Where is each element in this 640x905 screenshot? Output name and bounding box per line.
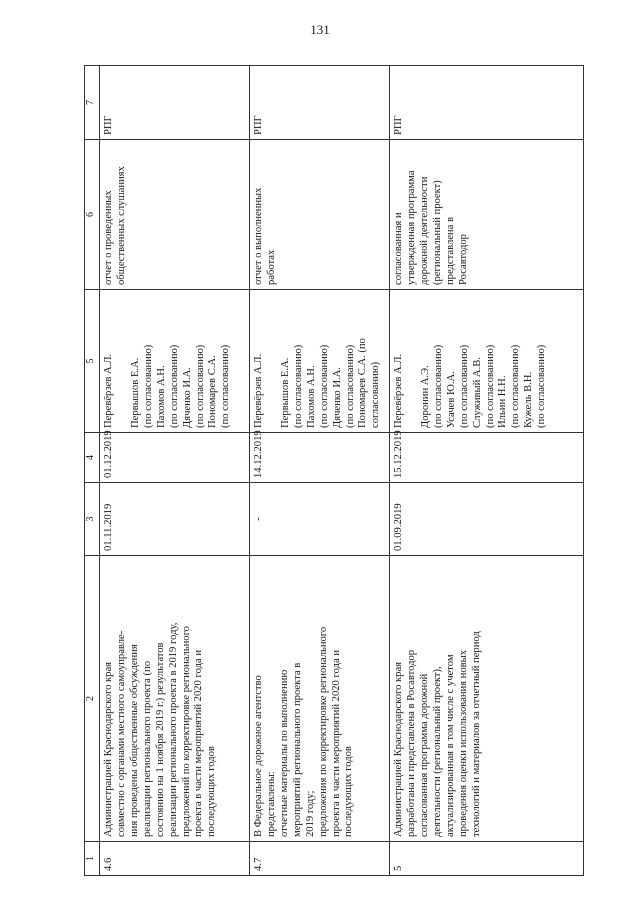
responsible-line: Усачев Ю.А. bbox=[445, 371, 457, 428]
start-date: 01.11.2019 bbox=[100, 483, 250, 556]
responsible-line: (по согласованию) bbox=[194, 344, 206, 428]
plan-table bbox=[84, 65, 584, 876]
description-cell bbox=[100, 556, 250, 842]
description-line: технологий и материалов за отчетный период bbox=[470, 631, 482, 837]
responsible-line: (по согласованию) bbox=[220, 344, 232, 428]
result-cell bbox=[100, 140, 250, 290]
column-number: 7 bbox=[85, 66, 100, 140]
column-number-row bbox=[85, 66, 100, 876]
responsible-line: Служивый А.В. bbox=[471, 357, 483, 428]
result-line: дорожной деятельности bbox=[418, 176, 430, 285]
description-line: реализации регионального проекта (по bbox=[141, 660, 153, 837]
description-line: В Федеральное дорожное агентство bbox=[253, 675, 264, 837]
responsible-line: Дяченко И.А. bbox=[181, 367, 193, 428]
level-cell: РПГ bbox=[100, 66, 250, 140]
end-date: 01.12.2019 bbox=[100, 433, 250, 483]
result-cell bbox=[390, 140, 584, 290]
start-date: 01.09.2019 bbox=[390, 483, 584, 556]
description-line: реализации регионального проекта в 2019 году, bbox=[167, 622, 179, 837]
result-cell bbox=[250, 140, 390, 290]
responsible-line: Ильин Н.Н. bbox=[497, 375, 509, 428]
description-line: проекта в части мероприятий 2020 года и bbox=[330, 650, 342, 837]
end-date: 14.12.2019 bbox=[250, 433, 390, 483]
responsible-line: Пономарев С.А. bbox=[207, 355, 219, 428]
description-line: совместно с органами местного самоуправле- bbox=[115, 630, 127, 837]
row-number: 5 bbox=[390, 842, 584, 876]
result-line: работах bbox=[265, 249, 277, 285]
responsible-line: (по согласованию) bbox=[318, 344, 330, 428]
responsible-line: (по согласованию) bbox=[536, 344, 548, 428]
responsible-line: (по согласованию) bbox=[510, 344, 522, 428]
table-row bbox=[390, 66, 584, 876]
responsible-line: Кужель В.Н. bbox=[523, 371, 535, 428]
description-line: ния проведены общественные обсуждения bbox=[128, 644, 140, 837]
column-number: 1 bbox=[85, 842, 100, 876]
column-number: 3 bbox=[85, 483, 100, 556]
result-line: общественных слушаниях bbox=[115, 166, 127, 285]
responsible-line: (по согласованию) bbox=[432, 344, 444, 428]
row-number: 4.6 bbox=[100, 842, 250, 876]
responsible-line: Пахомов А.Н. bbox=[305, 365, 317, 428]
description-line: отчетные материалы по выполнению bbox=[278, 669, 290, 837]
responsible-line: (по согласованию) bbox=[458, 344, 470, 428]
row-number: 4.7 bbox=[250, 842, 390, 876]
responsible-line: Первышов Е.А. bbox=[129, 357, 141, 428]
description-line: актуализированная в том числе с учетом bbox=[444, 654, 456, 837]
result-line: Росавтодор bbox=[457, 234, 469, 285]
description-line: мероприятий регионального проекта в bbox=[291, 662, 303, 837]
result-line: утвержденная программа bbox=[405, 170, 417, 285]
description-line: последующих годов bbox=[206, 746, 218, 837]
result-line: (региональный проект) bbox=[431, 180, 443, 285]
responsible-line: Пономарев С.А. (по bbox=[357, 338, 369, 428]
column-number: 5 bbox=[85, 290, 100, 433]
start-date: - bbox=[250, 483, 390, 556]
result-line: представлена в bbox=[444, 217, 456, 285]
description-line: разработана и представлена в Росавтодор bbox=[405, 649, 417, 837]
responsible-cell bbox=[100, 290, 250, 433]
responsible-line: (по согласованию) bbox=[484, 344, 496, 428]
description-line: предложения по корректировке регионального bbox=[317, 626, 329, 837]
column-number: 4 bbox=[85, 433, 100, 483]
responsible-line: Дяченко И.А. bbox=[331, 367, 343, 428]
description-line: Администрацией Краснодарского края bbox=[103, 661, 114, 837]
description-line: 2019 году; bbox=[304, 790, 316, 837]
responsible-head: Перевёрзев А.Л. bbox=[103, 353, 114, 428]
column-number: 2 bbox=[85, 556, 100, 842]
page-number: 131 bbox=[310, 22, 330, 37]
responsible-line: (по согласованию) bbox=[292, 344, 304, 428]
description-line: деятельности (региональный проект), bbox=[431, 666, 443, 837]
responsible-line: (по согласованию) bbox=[142, 344, 154, 428]
responsible-head: Перевёрзев А.Л. bbox=[393, 353, 404, 428]
table-row bbox=[100, 66, 250, 876]
responsible-line: (по согласованию) bbox=[168, 344, 180, 428]
responsible-line: Доронин А.Э. bbox=[419, 365, 431, 428]
level-cell: РПГ bbox=[250, 66, 390, 140]
result-line: отчет о проведенных bbox=[103, 190, 114, 285]
rotated-table-wrapper bbox=[84, 66, 584, 876]
column-number: 6 bbox=[85, 140, 100, 290]
description-line: последующих годов bbox=[343, 746, 355, 837]
level-cell: РПГ bbox=[390, 66, 584, 140]
description-cell bbox=[250, 556, 390, 842]
result-line: отчет о выполненных bbox=[253, 187, 264, 285]
responsible-cell bbox=[250, 290, 390, 433]
table-row bbox=[250, 66, 390, 876]
responsible-line: (по согласованию) bbox=[344, 344, 356, 428]
description-line: проекта в части мероприятий 2020 года и bbox=[193, 650, 205, 837]
responsible-line: Пахомов А.Н. bbox=[155, 365, 167, 428]
description-line: предложений по корректировке регионального bbox=[180, 626, 192, 837]
result-line: согласованная и bbox=[393, 212, 404, 285]
responsible-line: согласованию) bbox=[370, 361, 382, 428]
description-line: состоянию на 1 ноября 2019 г.) результатов bbox=[154, 642, 166, 837]
description-line: согласованная программа дорожной bbox=[418, 673, 430, 837]
description-line: Администрацией Краснодарского края bbox=[393, 661, 404, 837]
responsible-head: Перевёрзев А.Л. bbox=[253, 353, 264, 428]
responsible-cell bbox=[390, 290, 584, 433]
end-date: 15.12.2019 bbox=[390, 433, 584, 483]
description-cell bbox=[390, 556, 584, 842]
description-line: проведения оценки использования новых bbox=[457, 649, 469, 837]
description-line: представлены: bbox=[265, 771, 277, 837]
responsible-line: Первышов Е.А. bbox=[279, 357, 291, 428]
